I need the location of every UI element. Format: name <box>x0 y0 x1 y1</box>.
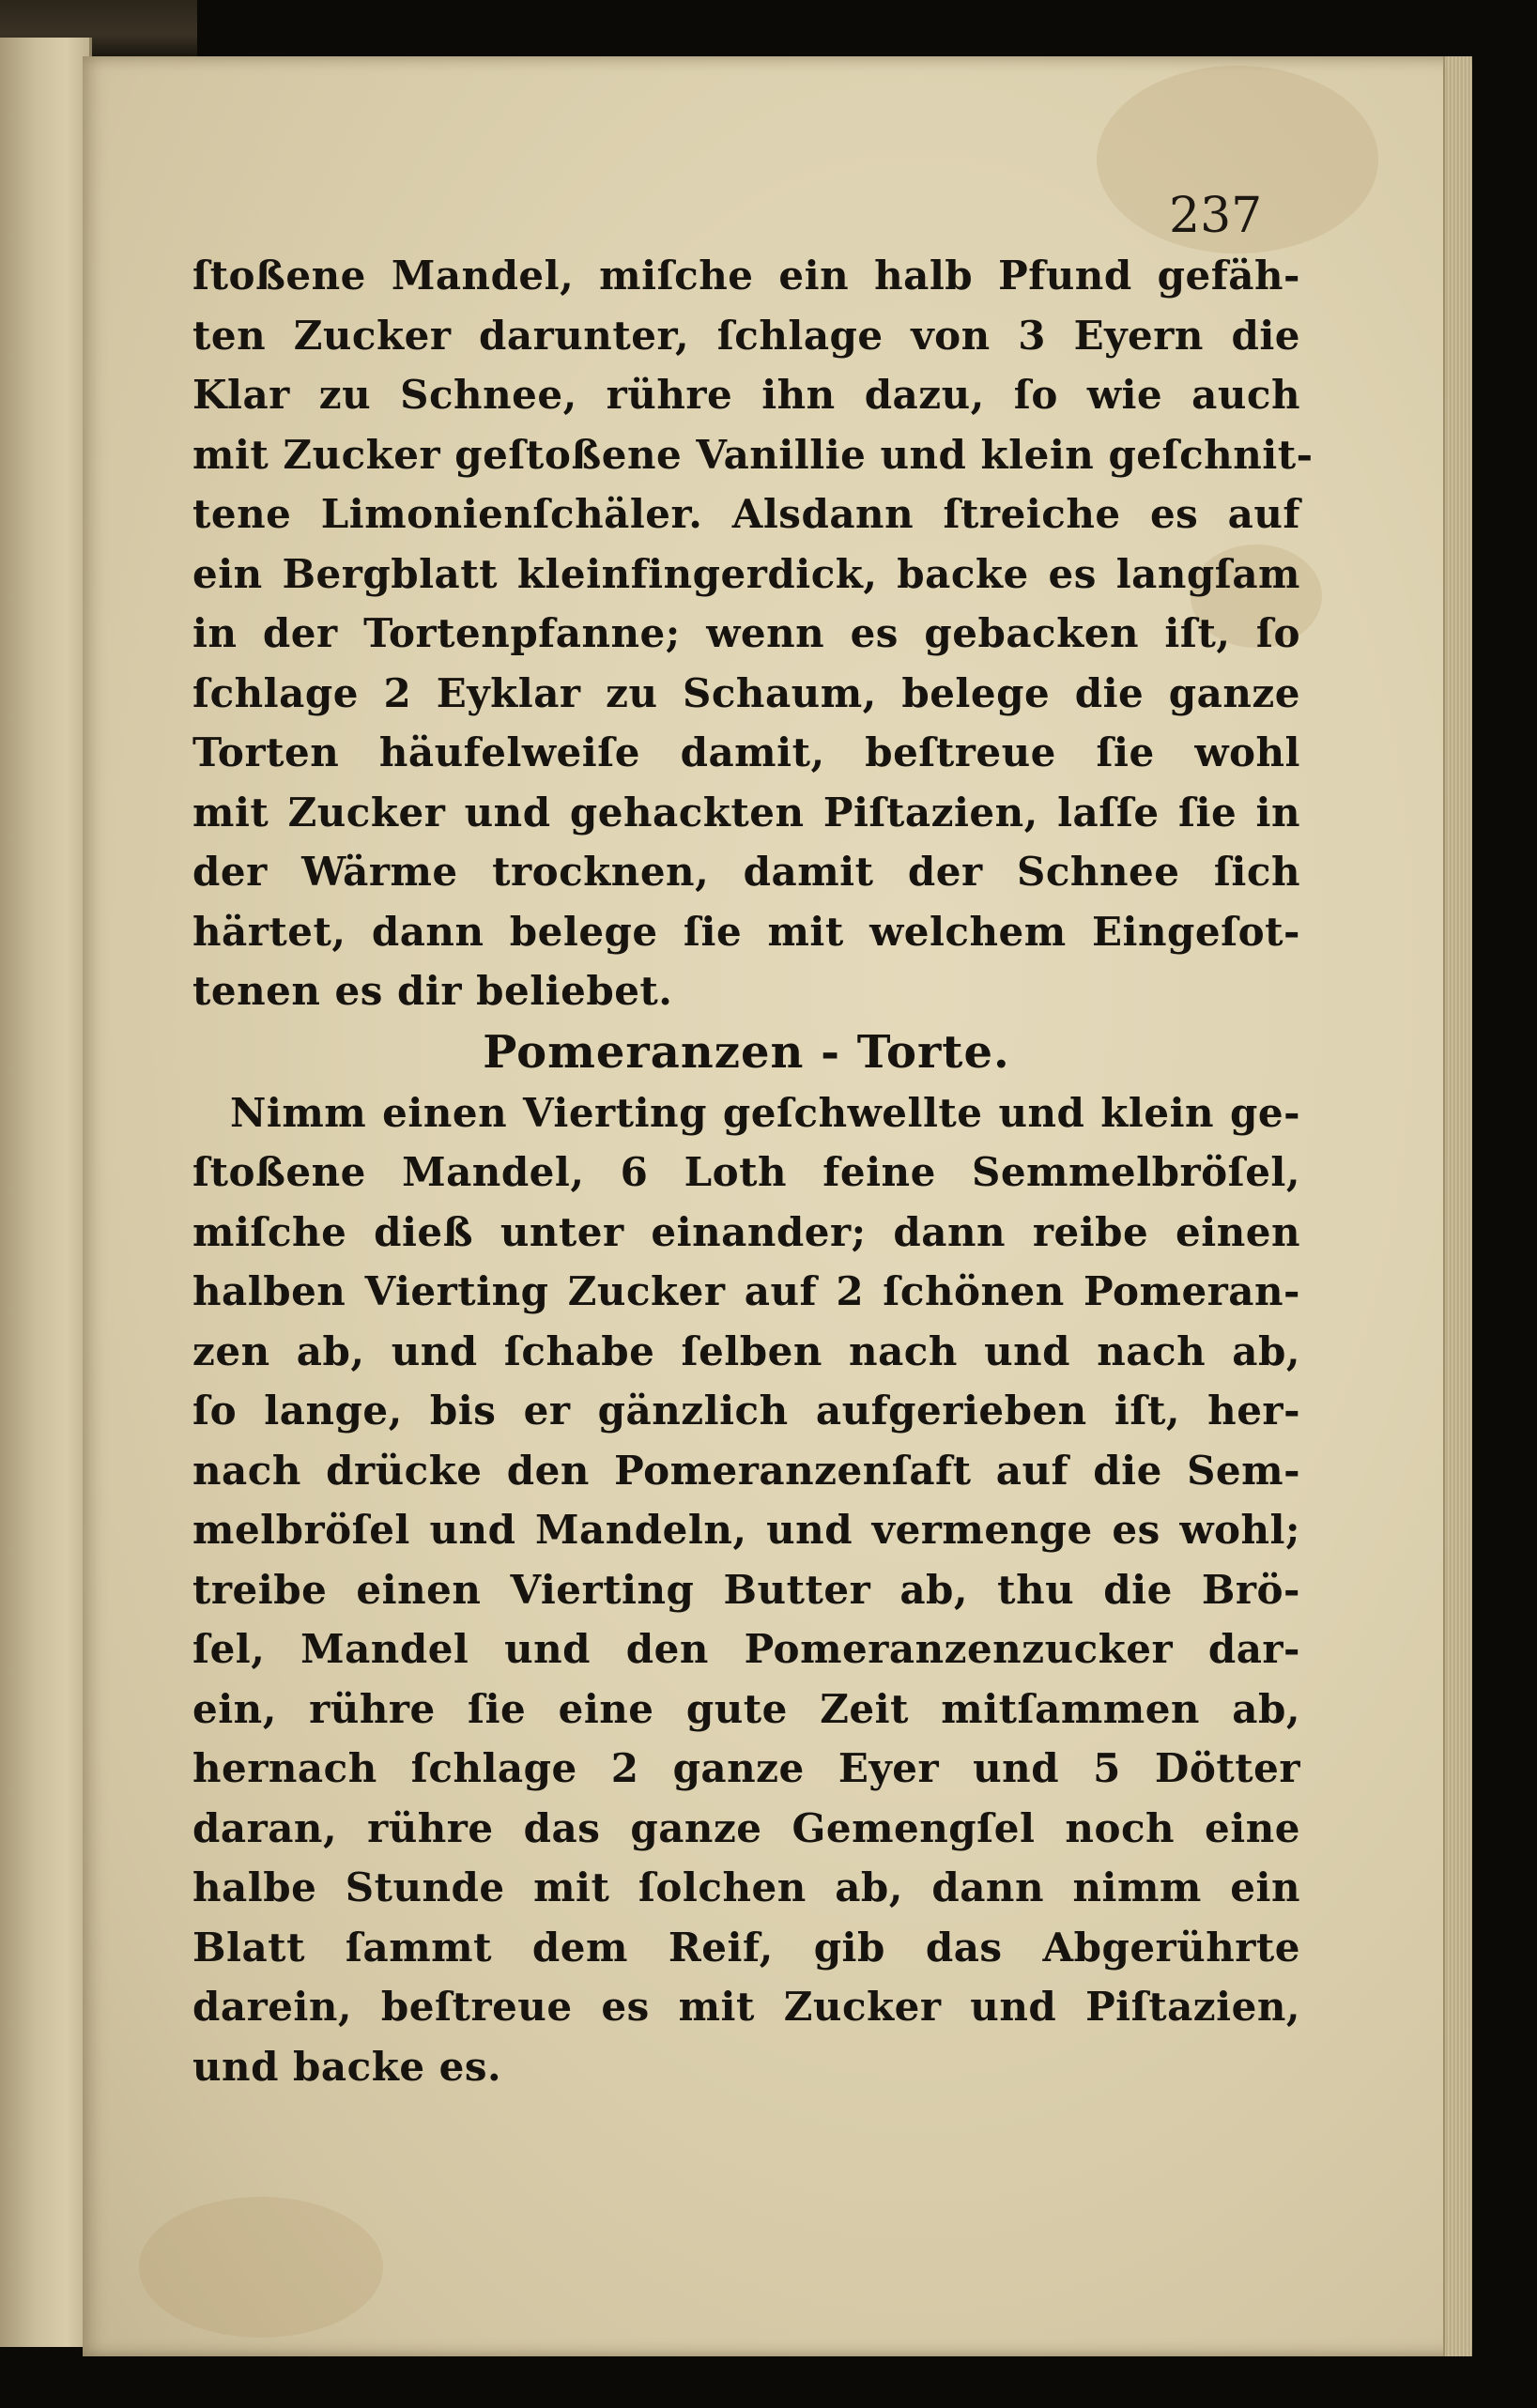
text-line: ſtoßene Mandel, miſche ein halb Pfund gefäh- <box>192 253 1300 299</box>
text-line: ſchlage 2 Eyklar zu Schaum, belege die ganze <box>192 669 1300 716</box>
page-stack-edge <box>1443 56 1471 2356</box>
text-line: ſel, Mandel und den Pomeranzenzucker dar- <box>192 1626 1300 1672</box>
facing-page-edge <box>0 38 92 2347</box>
text-line: mit Zucker geſtoßene Vanillie und klein geſchnit- <box>192 431 1314 478</box>
text-line: ſo lange, bis er gänzlich aufgerieben iſt, her- <box>192 1388 1300 1434</box>
text-line: treibe einen Vierting Butter ab, thu die Brö- <box>192 1566 1300 1613</box>
text-line: Torten häufelweiſe damit, beſtreue ſie wohl <box>192 729 1300 775</box>
text-line: tene Limonienſchäler. Alsdann ſtreiche es auf <box>192 491 1300 537</box>
text-line: ten Zucker darunter, ſchlage von 3 Eyern die <box>192 312 1300 359</box>
text-line: ein, rühre ſie eine gute Zeit mitſammen ab, <box>192 1685 1300 1732</box>
page-text <box>192 246 1314 2096</box>
text-line: tenen es dir beliebet. <box>192 968 673 1014</box>
text-line: Nimm einen Vierting geſchwellte und klein ge- <box>230 1089 1300 1136</box>
text-line: der Wärme trocknen, damit der Schnee ſich <box>192 849 1300 895</box>
text-line: nach drücke den Pomeranzenſaft auf die Sem- <box>192 1447 1300 1494</box>
text-line: halbe Stunde mit ſolchen ab, dann nimm ein <box>192 1864 1300 1910</box>
text-line: halben Vierting Zucker auf 2 ſchönen Pomeran- <box>192 1268 1300 1314</box>
text-line: ſtoßene Mandel, 6 Loth feine Semmelbröſel, <box>192 1149 1300 1195</box>
recipe-heading: Pomeranzen - Torte. <box>483 1025 1010 1079</box>
text-line: Klar zu Schnee, rühre ihn dazu, ſo wie auch <box>192 372 1300 418</box>
text-line: hernach ſchlage 2 ganze Eyer und 5 Dötter <box>192 1745 1300 1791</box>
text-line: härtet, dann belege ſie mit welchem Eingeſot- <box>192 908 1300 955</box>
text-line: miſche dieß unter einander; dann reibe einen <box>192 1208 1300 1255</box>
text-line: in der Tortenpfanne; wenn es gebacken iſt, ſo <box>192 610 1300 656</box>
text-line: und backe es. <box>192 2043 502 2090</box>
text-line: mit Zucker und gehackten Piſtazien, laſſe ſie in <box>192 789 1300 836</box>
text-line: ein Bergblatt kleinfingerdick, backe es langſam <box>192 550 1300 597</box>
text-line: darein, beſtreue es mit Zucker und Piſtazien, <box>192 1984 1300 2030</box>
text-line: Blatt ſammt dem Reif, gib das Abgerührte <box>192 1924 1300 1971</box>
text-line: melbröſel und Mandeln, und vermenge es wohl; <box>192 1507 1300 1553</box>
text-line: daran, rühre das ganze Gemengſel noch eine <box>192 1804 1300 1851</box>
text-line: zen ab, und ſchabe ſelben nach und nach ab, <box>192 1327 1300 1374</box>
page-number: 237 <box>1169 188 1263 244</box>
paper-stain <box>139 2197 383 2338</box>
